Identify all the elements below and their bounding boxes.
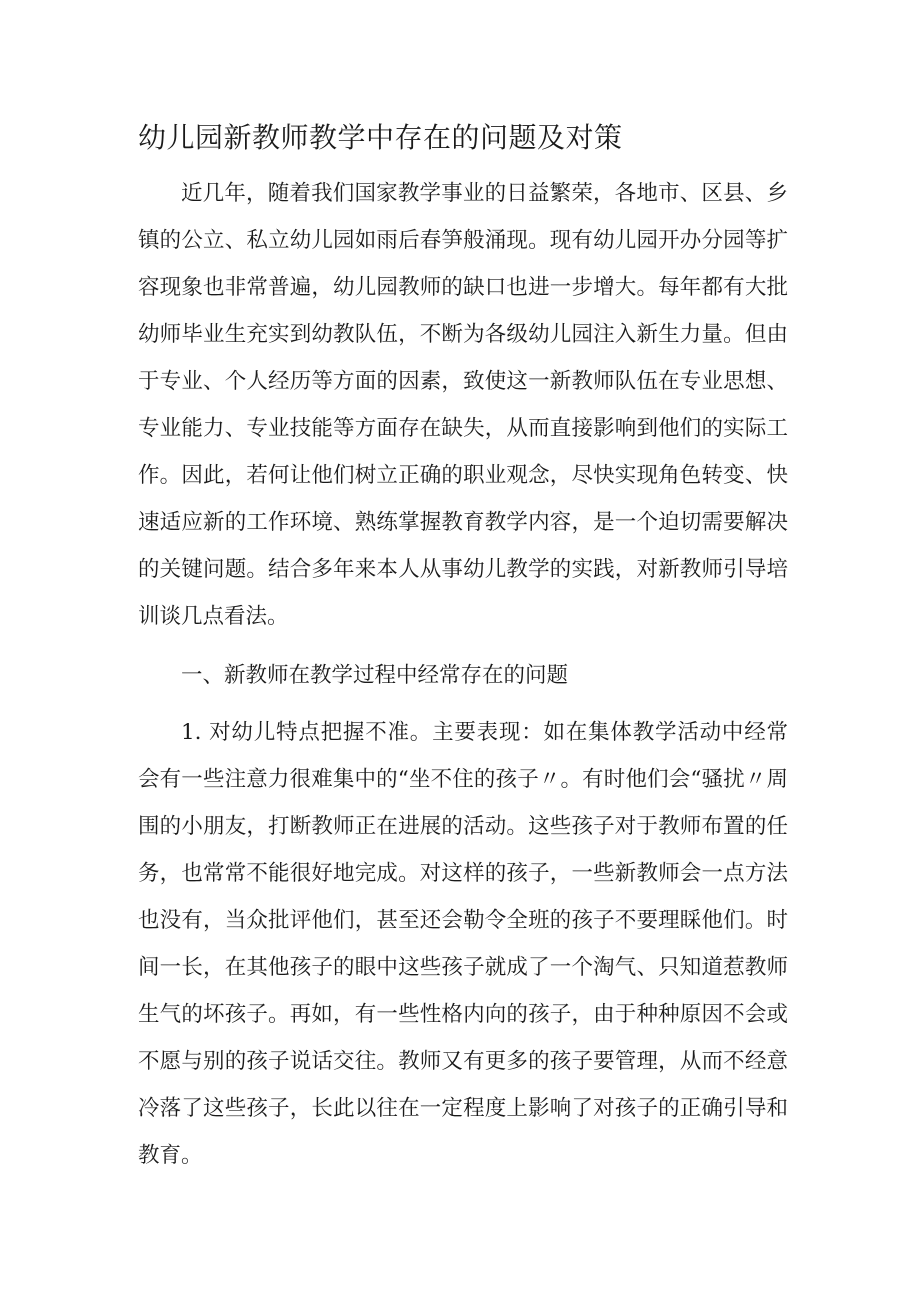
document-title: 幼儿园新教师教学中存在的问题及对策: [138, 121, 623, 154]
document-body: [138, 170, 788, 1179]
section-heading: 一、新教师在教学过程中经常存在的问题: [181, 663, 569, 688]
intro-paragraph: 近几年，随着我们国家教学事业的日益繁荣，各地市、区县、乡镇的公立、私立幼儿园如雨后春笋般涌现。现有幼儿园开办分园等扩容现象也非常普遍，幼儿园教师的缺口也进一步增大。每年都有大批幼师毕业生充实到幼教队伍，不断为各级幼儿园注入新生力量。但由于专业、个人经历等方面的因素，致使这一新教师队伍在专业思想、专业能力、专业技能等方面存在缺失，从而直接影响到他们的实际工作。因此，若何让他们树立正确的职业观念，尽快实现角色转变、快速适应新的工作环境、熟练掌握教育教学内容，是一个迫切需要解决的关键问题。结合多年来本人从事幼儿教学的实践，对新教师引导培训谈几点看法。: [138, 181, 788, 629]
subsection-paragraph: 1. 对幼儿特点把握不准。主要表现：如在集体教学活动中经常会有一些注意力很难集中的“坐不住的孩子〃。有时他们会“骚扰〃周围的小朋友，打断教师正在进展的活动。这些孩子对于教师布置的任务，也常常不能很好地完成。对这样的孩子，一些新教师会一点方法也没有，当众批评他们，甚至还会勒令全班的孩子不要理睬他们。时间一长，在其他孩子的眼中这些孩子就成了一个淘气、只知道惹教师生气的坏孩子。再如，有一些性格内向的孩子，由于种种原因不会或不愿与别的孩子说话交往。教师又有更多的孩子要管理，从而不经意冷落了这些孩子，长此以往在一定程度上影响了对孩子的正确引导和教育。: [138, 720, 788, 1168]
